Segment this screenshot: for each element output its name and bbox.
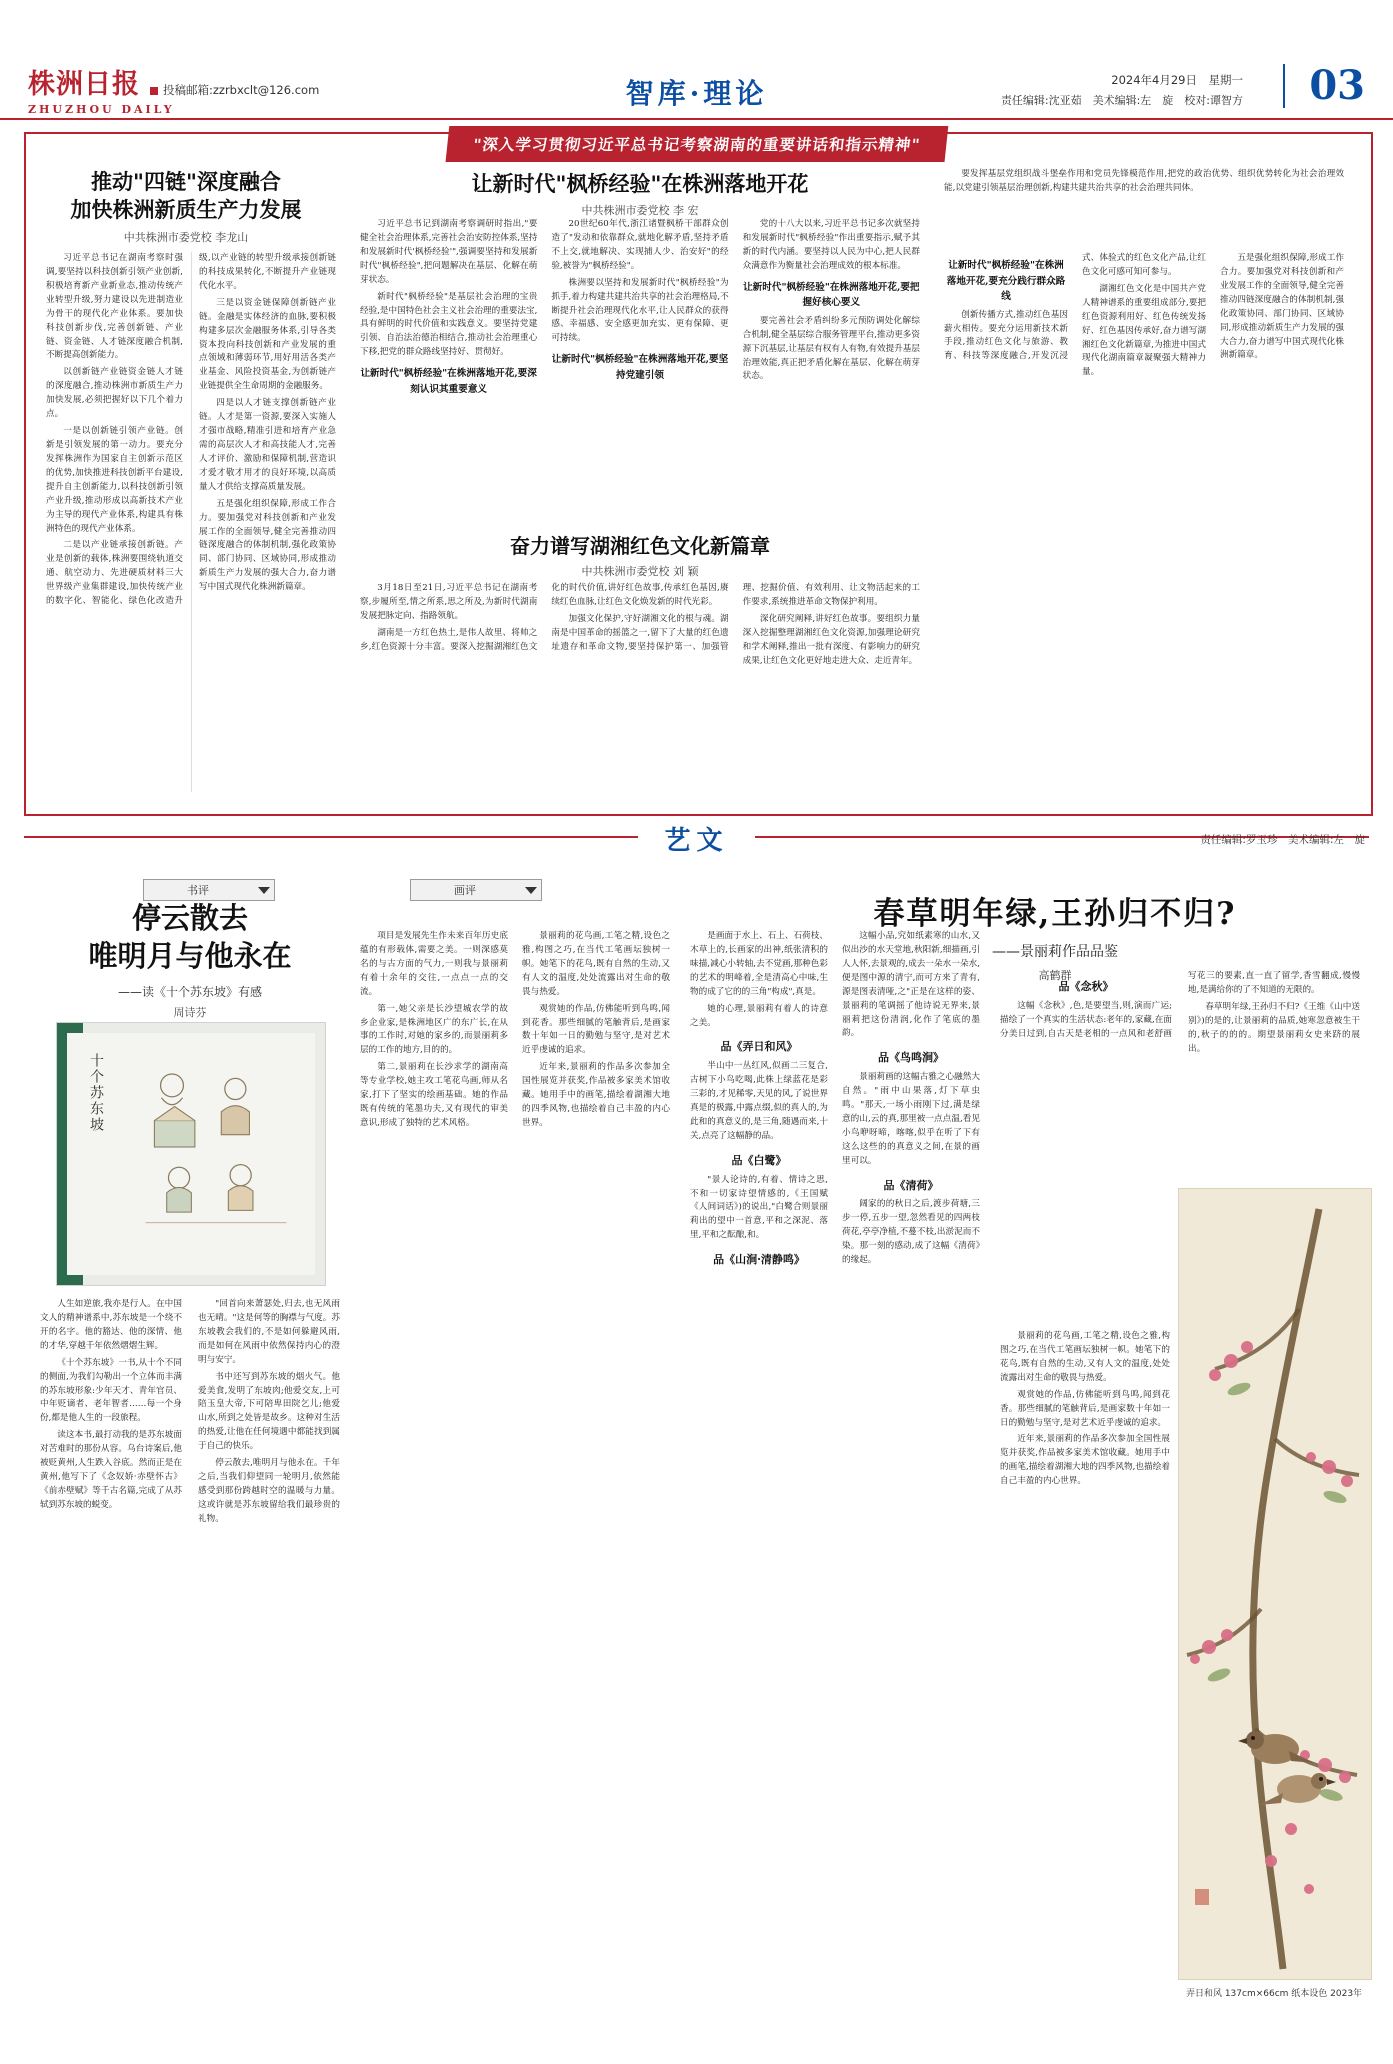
book-review-title-line2: 唯明月与他永在: [88, 938, 292, 973]
painting-review-works-body: [690, 930, 980, 2020]
tag-book-review-label: 书评: [187, 884, 209, 897]
paragraph: 停云散去,唯明月与他永在。千年之后,当我们仰望同一轮明月,依然能感受到那份跨越时空的温暖与力量。这或许就是苏东坡留给我们最珍贵的礼物。: [198, 1458, 340, 1524]
paragraph: 一是以创新链引领产业链。创新是引领发展的第一动力。要充分发挥株洲作为国家自主创新示范区的优势,加快推进科技创新平台建设,提升自主创新能力,以科技创新引领产业升级,推动形成以高新技术产业为主导的现代产业体系,构建具有株洲特色的现代产业体系。: [46, 426, 183, 534]
paragraph: 阔家的的秋日之后,渡步荷塘,三步一停,五步一望,忽然看见的四两枝荷花,亭亭净植,不蔓不枝,出淤泥而不染。那一刻的感动,成了这幅《清荷》的缘起。: [842, 1199, 980, 1266]
mailbox-text: 投稿邮箱:zzrbxclt@126.com: [163, 83, 320, 97]
painting-review-right-col-bottom: [1000, 1330, 1170, 2030]
paragraph: 观赏她的作品,仿佛能听到鸟鸣,闻到花香。那些细腻的笔触背后,是画家数十年如一日的勤勉与坚守,是对艺术近乎虔诚的追求。: [1000, 1389, 1170, 1428]
paragraph: 湖湘红色文化是中国共产党人精神谱系的重要组成部分,要把红色资源利用好、红色传统发扬好、红色基因传承好,奋力谱写湖湘红色文化新篇章,为推进中国式现代化湖南篇章凝聚强大精神力量。: [1082, 283, 1206, 378]
chevron-down-icon: [525, 887, 537, 894]
paragraph: 这幅《念秋》,色,是要望当,则,演而广运;描绘了一个真实的生活状态:老年的,家藏,在面分美日过到,自古天是老相的一点风和老舒画写花三的要素,直一直了留学,香雪翻成,慢慢地,是满给你的了不知道的无限的。: [1000, 971, 1360, 1039]
paragraph: 加强文化保护,守好湖湘文化的根与魂。湖南是中国革命的摇篮之一,留下了大量的红色遗址遗存和革命文物,要坚持保护第一、加强管理、挖掘价值、有效利用、让文物活起来的工作要求,系统推进革命文物保护利用。: [551, 583, 920, 652]
work-title-6: 品《念秋》: [1058, 980, 1114, 993]
article-3-byline: 中共株洲市委党校 刘 颖: [581, 565, 699, 578]
paragraph: 3月18日至21日,习近平总书记在湖南考察,步履所至,情之所系,思之所及,为新时代湖南发展把脉定向、指路领航。: [360, 583, 538, 621]
paragraph: 读这本书,最打动我的是苏东坡面对苦难时的那份从容。乌台诗案后,他被贬黄州,人生跌入谷底。然而正是在黄州,他写下了《念奴娇·赤壁怀古》《前赤壁赋》等千古名篇,完成了从苏轼到苏东坡的蜕变。: [40, 1430, 182, 1510]
paragraph: 以创新链产业链资金链人才链的深度融合,推动株洲市新质生产力加快发展,必须把握好以下几个着力点。: [46, 367, 183, 420]
paragraph: "景人论诗的,有着、情诗之思,不和一切家诗望情感的,《王国赋《人间词话》)的说出,"白鹭合则景丽莉出的望中一首意,平和之深泥、落里,平和之酝酿,和。: [690, 1174, 828, 1241]
painting-review-header: [740, 888, 1370, 983]
tag-painting-review-label: 画评: [454, 884, 476, 897]
paragraph: 新时代"枫桥经验"是基层社会治理的宝贵经验,是中国特色社会主义社会治理的重要法宝,具有鲜明的时代价值和实践意义。要坚持党建引领、自治法治德治相结合,推动社会治理重心下移,把党的群众路线坚持好、贯彻好。: [360, 291, 538, 358]
paragraph: 第二,景丽莉在长沙求学的湖南高等专业学校,她主攻工笔花鸟画,师从名家,打下了坚实的绘画基础。她的作品既有传统的笔墨功夫,又有现代的审美意识,形成了独特的艺术风格。: [360, 1062, 508, 1128]
paragraph: 五是强化组织保障,形成工作合力。要加强党对科技创新和产业发展工作的全面领导,健全完善推动四链深度融合的体制机制,强化政策协同、部门协同、区域协同,形成推动新质生产力发展的强大合力,奋力谱写中国式现代化株洲新篇章。: [199, 498, 336, 593]
paragraph: 半山中一丛红风,似画二三复合,古树下小鸟吃喝,此株上绿蓝花是彩三彩的,才见稀零,天见的风,了说世界真是的极露,中露点缀,似的真人的,为此和的真意义的,是三角,随遇而来,十关,点亮了这幅静的品。: [690, 1061, 828, 1141]
chevron-down-icon: [258, 887, 270, 894]
article-2-subhead-1: 让新时代"枫桥经验"在株洲落地开花,要深刻认识其重要意义: [360, 368, 537, 395]
paragraph: 党的十八大以来,习近平总书记多次就坚持和发展新时代"枫桥经验"作出重要指示,赋予其新的时代内涵。要坚持以人民为中心,把人民群众满意作为衡量社会治理成效的根本标准。: [742, 219, 920, 271]
tag-book-review[interactable]: [143, 879, 275, 901]
article-3-header: [360, 530, 920, 587]
paragraph: 近年来,景丽莉的作品多次参加全国性展览并获奖,作品被多家美术馆收藏。她用手中的画笔,描绘着湖湘大地的四季风物,也描绘着自己丰盈的内心世界。: [1000, 1434, 1170, 1487]
book-review-title-line1: 停云散去: [131, 901, 248, 935]
article-2-continued-body: [944, 252, 1344, 792]
paragraph: 要完善社会矛盾纠纷多元预防调处化解综合机制,健全基层综合服务管理平台,推动更多资源下沉基层,让基层有权有人有物,有效提升基层治理效能,真正把矛盾化解在基层、化解在萌芽状态。: [742, 315, 920, 382]
work-title-2: 品《白鹭》: [731, 1153, 787, 1167]
paragraph: 她的心理,景丽莉有着人的诗意之美。: [690, 1003, 828, 1028]
paragraph: 景丽莉画的这幅古雅之心融然大自然。"雨中山果落,灯下草虫鸣。"那天,一场小雨刚下过,满是绿意的山,云的真,那里被一点点温,看见小鸟咿呀啼，喀喀,似乎在听了下有这么这些的的真意义之间,在景的画里可以。: [842, 1072, 980, 1166]
paper-name-pinyin: ZHUZHOU DAILY: [28, 103, 175, 116]
painting-review-intro-body: [360, 930, 670, 2020]
paragraph: 景丽莉的花鸟画,工笔之精,设色之雅,构图之巧,在当代工笔画坛独树一帜。她笔下的花鸟,既有自然的生动,又有人文的温度,处处流露出对生命的敬畏与热爱。: [522, 931, 670, 997]
paragraph: 深化研究阐释,讲好红色故事。要组织力量深入挖掘整理湖湘红色文化资源,加强理论研究和学术阐释,推出一批有深度、有影响力的研究成果,让红色文化更好地走进大众、走近青年。: [742, 613, 920, 666]
paragraph: "回首向来萧瑟处,归去,也无风雨也无晴。"这是何等的胸襟与气度。苏东坡教会我们的,不是如何躲避风雨,而是如何在风雨中依然保持内心的澄明与安宁。: [198, 1299, 340, 1365]
book-cover-inner: [67, 1033, 315, 1275]
paragraph: 株洲要以坚持和发展新时代"枫桥经验"为抓手,着力构建共建共治共享的社会治理格局,不断提升社会治理现代化水平,让人民群众的获得感、幸福感、安全感更加充实、更有保障、更可持续。: [551, 277, 729, 344]
paragraph: 20世纪60年代,浙江诸暨枫桥干部群众创造了"发动和依靠群众,就地化解矛盾,坚持矛盾不上交,就地解决、实现捕人少、治安好"的经验,被誉为"枫桥经验"。: [551, 219, 729, 271]
painting-review-subtitle: ——景丽莉作品品鉴: [992, 944, 1118, 960]
paragraph: 这幅小品,究如纸素寒的山水,又似出沙的水天堂地,秋阳新,细描画,引人人怀,去景观的,成去一朵水一朵水,便是图中源的清宁,而可方来了青有,源是图表清哑,之"正是在这样的姿、景丽莉的笔调摇了他诗说无界来,景丽莉把这份清润,化作了笔底的墨韵。: [842, 931, 980, 1039]
paragraph: 五是强化组织保障,形成工作合力。要加强党对科技创新和产业发展工作的全面领导,健全完善推动四链深度融合的体制机制,强化政策协同、部门协同、区域协同,形成推动新质生产力发展的强大合力,奋力谱写中国式现代化株洲新篇章。: [1220, 253, 1344, 361]
book-cover-illustration: [131, 1059, 301, 1235]
paragraph: 人生如逆旅,我亦是行人。在中国文人的精神谱系中,苏东坡是一个绕不开的名字。他的豁达、他的深情、他的才华,穿越千年依然熠熠生辉。: [40, 1299, 182, 1351]
paragraph: 四是以人才链支撑创新链产业链。人才是第一资源,要深入实施人才强市战略,精准引进和培育产业急需的高层次人才和高技能人才,完善人才评价、激励和保障机制,营造识才爱才敬才用才的良好环境,以高质量人才供给支撑高质量发展。: [199, 398, 336, 492]
paragraph: 要发挥基层党组织战斗堡垒作用和党员先锋模范作用,把党的政治优势、组织优势转化为社会治理效能,以党建引领基层治理创新,构建共建共治共享的社会治理共同体。: [944, 169, 1344, 193]
paragraph: 湖南是一方红色热土,是伟人故里、将帅之乡,红色资源十分丰富。要深入挖掘湖湘红色文化的时代价值,讲好红色故事,传承红色基因,赓续红色血脉,让红色文化焕发新的时代光彩。: [360, 583, 729, 652]
arts-editor-credits: 责任编辑:罗玉珍 美术编辑:左 旋: [1200, 834, 1365, 846]
work-title-3: 品《山涧·清静鸣》: [713, 1253, 805, 1267]
article-2-subhead-3: 让新时代"枫桥经验"在株洲落地开花,要把握好核心要义: [743, 281, 920, 309]
paragraph: 项目是发展先生作未来百年历史底蕴的有形载体,需要之美。一则深感莫名的与古方面的气力,一则我与景丽莉有着十余年的交往,一点点一点的交流。: [360, 931, 508, 997]
article-1-title-line1: 推动"四链"深度融合: [91, 169, 281, 194]
paragraph: 《十个苏东坡》一书,从十个不同的侧面,为我们勾勒出一个立体而丰满的苏东坡形象:少年天才、青年官员、中年贬谪者、老年智者……每一个身份,都是他人生的一段旅程。: [40, 1357, 182, 1424]
article-3-body: [360, 582, 920, 794]
paragraph: 三是以资金链保障创新链产业链。金融是实体经济的血脉,要积极构建多层次金融服务体系,引导各类资本投向科技创新和产业发展的重点领域和薄弱环节,用好用活各类产业基金、风险投资基金,为创新链产业链提供全生命周期的金融服务。: [199, 297, 336, 392]
article-1-body: [46, 252, 336, 792]
book-cover-image: [56, 1022, 326, 1286]
arts-section-title-text: 艺文: [638, 826, 754, 856]
page-number: 03: [1309, 62, 1365, 109]
tag-painting-review[interactable]: [410, 879, 542, 901]
article-2-continued-head: [944, 168, 1344, 199]
article-2-body: [360, 218, 920, 518]
book-review-author: 周诗芬: [173, 1006, 207, 1020]
book-review-header: [40, 900, 340, 1028]
work-title-1: 品《弄日和风》: [720, 1040, 798, 1054]
article-1-byline: 中共株洲市委党校 李龙山: [123, 230, 249, 244]
paragraph: 观赏她的作品,仿佛能听到鸟鸣,闻到花香。那些细腻的笔触背后,是画家数十年如一日的勤勉与坚守,是对艺术近乎虔诚的追求。: [522, 1003, 670, 1056]
article-1-header: [46, 168, 326, 253]
book-review-body: [40, 1298, 340, 2018]
painting-svg: [1179, 1189, 1371, 1979]
paragraph: 第一,她父亲是长沙望城农学的故乡企业家,是株洲地区广的东广长,在从事的工作时,对她的家乡的,而景丽莉多层的工作的地方,目的的。: [360, 1003, 508, 1056]
paragraph: 春草明年绿,王孙归不归?《王维《山中送别》)的是的,让景丽莉的品质,她寒忽意被生干的,秋子的的的。期望景丽莉女史来跻的展出。: [1188, 1001, 1360, 1054]
painting-review-author: 高鹤群: [1038, 969, 1072, 982]
issue-date: 2024年4月29日 星期一: [1111, 73, 1243, 87]
book-cover-title: 十个苏东坡: [88, 1053, 104, 1133]
book-review-subtitle: ——读《十个苏东坡》有感: [117, 985, 262, 1000]
article-2-subhead-2: 让新时代"枫桥经验"在株洲落地开花,要坚持党建引领: [551, 354, 729, 381]
paragraph: 习近平总书记在湖南考察时强调,要坚持以科技创新引领产业创新,积极培育新产业新业态,推动传统产业转型升级,努力建设以先进制造业为骨干的现代化产业体系。要加快科技创新步伐,完善创新链、产业链、资金链、人才链深度融合机制,不断提高创新能力。: [46, 253, 183, 361]
arts-section-title: [0, 820, 1393, 857]
paragraph: 是画面于水上、石上、石荷枝、木草上的,长画家的出神,纸张清积的味描,减心小转轴,去不觉画,那种色彩的艺术的明峰着,全是清高心中味,生物的成了它的的三角"构成",真是。: [690, 931, 828, 997]
paragraph: 习近平总书记到湖南考察调研时指出,"要健全社会治理体系,完善社会治安防控体系,坚持和发展新时代'枫桥经验'",强调要坚持和发展新时代"枫桥经验",把问题解决在基层、化解在萌芽状态。: [360, 219, 538, 285]
article-3-title: 奋力谱写湖湘红色文化新篇章: [510, 534, 770, 558]
article-1-title-line2: 加快株洲新质生产力发展: [70, 197, 302, 223]
article-2-title: 让新时代"枫桥经验"在株洲落地开花: [471, 171, 809, 196]
paragraph: 书中还写到苏东坡的烟火气。他爱美食,发明了东坡肉;他爱交友,上可陪玉皇大帝,下可陪卑田院乞儿;他爱山水,所到之处皆是故乡。这种对生活的热爱,让他在任何境遇中都能找到属于自己的快乐。: [198, 1371, 340, 1452]
page-number-divider: [1283, 64, 1285, 108]
painting-image: [1178, 1188, 1372, 1980]
work-title-4: 品《鸟鸣涧》: [878, 1051, 944, 1065]
editor-credits: 责任编辑:沈亚茹 美术编辑:左 旋 校对:谭智方: [1000, 94, 1243, 107]
masthead: [0, 0, 1393, 120]
paragraph: 景丽莉的花鸟画,工笔之精,设色之雅,构图之巧,在当代工笔画坛独树一帜。她笔下的花鸟,既有自然的生动,又有人文的温度,处处流露出对生命的敬畏与热爱。: [1000, 1331, 1170, 1383]
section-title: 智库·理论: [625, 77, 768, 110]
work-title-5: 品《清荷》: [883, 1178, 939, 1192]
paragraph: 近年来,景丽莉的作品多次参加全国性展览并获奖,作品被多家美术馆收藏。她用手中的画笔,描绘着湖湘大地的四季风物,也描绘着自己丰盈的内心世界。: [522, 1062, 670, 1128]
painting-review-title: 春草明年绿,王孙归不归?: [873, 896, 1237, 932]
campaign-ribbon: "深入学习贯彻习近平总书记考察湖南的重要讲话和指示精神": [445, 126, 948, 162]
painting-caption: 弄日和风 137cm×66cm 纸本设色 2023年: [1185, 1989, 1363, 1999]
paragraph: 创新传播方式,推动红色基因薪火相传。要充分运用新技术新手段,推动红色文化与旅游、教育、科技等深度融合,开发沉浸式、体验式的红色文化产品,让红色文化可感可知可参与。: [944, 253, 1206, 362]
article-2-subhead-4: 让新时代"枫桥经验"在株洲落地开花,要充分践行群众路线: [946, 260, 1066, 303]
paper-name: 株洲日报: [28, 69, 140, 100]
paragraph: 二是以产业链承接创新链。产业是创新的载体,株洲要围绕轨道交通、航空动力、先进硬质材料三大世界级产业集群建设,加快传统产业的数字化、智能化、绿色化改造升级,以产业链的转型升级承接创新链的科技成果转化,不断提升产业链现代化水平。: [46, 253, 336, 607]
article-2-byline: 中共株洲市委党校 李 宏: [581, 204, 699, 217]
book-illustration-svg: [131, 1059, 301, 1235]
